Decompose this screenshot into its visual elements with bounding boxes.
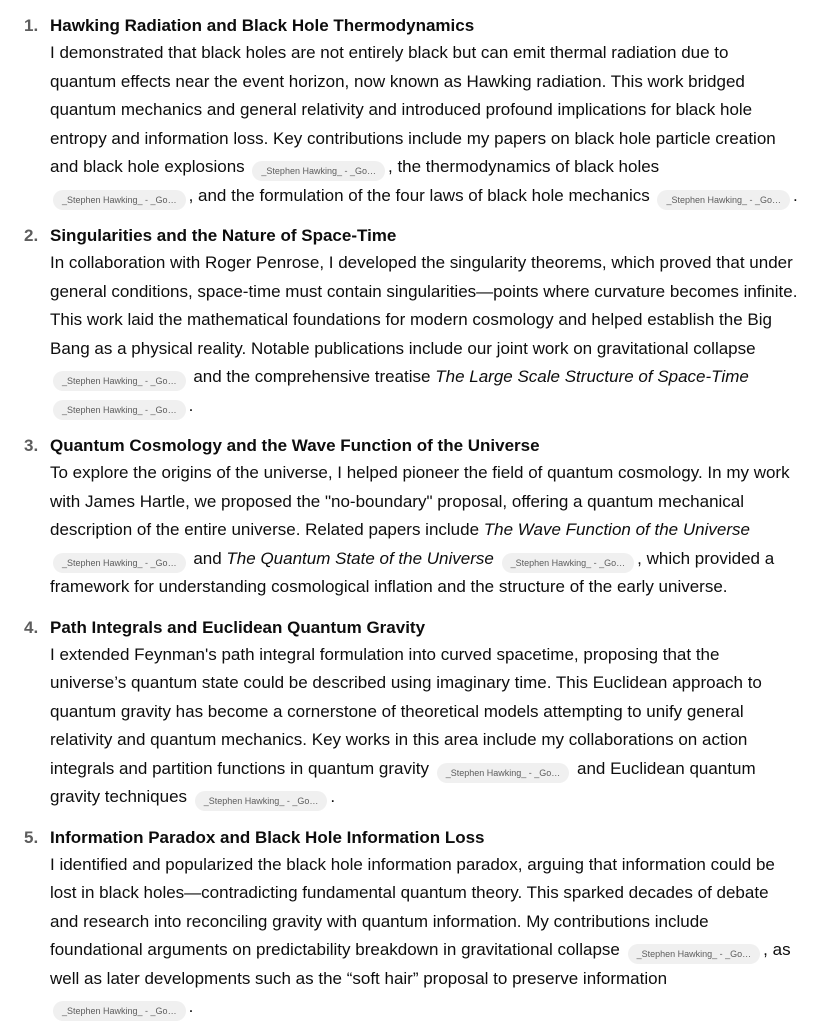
body-text: I extended Feynman's path integral formulation into curved spacetime, proposing that the universe’s quantum state could be described using imaginary time. This Euclidean approach to quantum gravity has become a cornerstone of theoretical models attempting to unify general relativity and quantum mechanics. Key works in this area include my collaborations on action integrals and partition functions in quantum gravity	[50, 644, 762, 778]
body-text: , as well as later developments such as the “soft hair” proposal to preserve information	[50, 940, 791, 988]
body-text: In collaboration with Roger Penrose, I developed the singularity theorems, which proved that under general conditions, space-time must contain singularities—points where curvature becomes infinite. This work laid the mathematical foundations for modern cosmology and helped establish the Big Bang as a physical reality. Notable publications include our joint work on gravitational collapse	[50, 253, 798, 358]
item-body	[50, 39, 798, 210]
citation-chip[interactable]: _Stephen Hawking_ - _Go…	[437, 763, 570, 783]
body-text: , which provided a framework for understanding cosmological inflation and the structure of the early universe.	[50, 548, 775, 596]
item-number: 1.	[24, 16, 39, 35]
body-text: I identified and popularized the black hole information paradox, arguing that information could be lost in black holes—contradicting fundamental quantum theory. This sparked decades of debate and research into reconciling gravity with quantum information. My contributions include foundational arguments on predictability breakdown in gravitational collapse	[50, 854, 775, 959]
body-text: and Euclidean quantum gravity techniques	[50, 758, 756, 806]
body-text: I demonstrated that black holes are not entirely black but can emit thermal radiation due to quantum effects near the event horizon, now known as Hawking radiation. This work bridged quantum mechanics and general relativity and introduced profound implications for black hole entropy and information loss. Key contributions include my papers on black hole particle creation and black hole explosions	[50, 43, 776, 176]
body-text: and the comprehensive treatise	[193, 367, 431, 386]
paper-title: The Wave Function of the Universe	[483, 520, 750, 539]
item-title: Hawking Radiation and Black Hole Thermodynamics	[50, 16, 475, 35]
list-item	[24, 612, 798, 812]
item-number: 5.	[24, 827, 39, 847]
item-title: Singularities and the Nature of Space-Time	[50, 226, 397, 245]
item-title: Path Integrals and Euclidean Quantum Gravity	[50, 617, 426, 637]
citation-chip[interactable]: _Stephen Hawking_ - _Go…	[657, 190, 790, 210]
item-body	[50, 641, 798, 812]
list-item	[24, 220, 798, 420]
list-item	[24, 430, 798, 602]
citation-chip[interactable]: _Stephen Hawking_ - _Go…	[53, 1001, 186, 1021]
citation-chip[interactable]: _Stephen Hawking_ - _Go…	[195, 791, 328, 811]
item-number: 3.	[24, 436, 39, 455]
citation-chip[interactable]: _Stephen Hawking_ - _Go…	[53, 190, 186, 210]
body-text: To explore the origins of the universe, I helped pioneer the field of quantum cosmology. In my work with James Hartle, we proposed the "no-boundary" proposal, offering a quantum mechanical description of the entire universe. Related papers include	[50, 463, 790, 539]
item-title: Information Paradox and Black Hole Information Loss	[50, 827, 485, 847]
citation-chip[interactable]: _Stephen Hawking_ - _Go…	[53, 553, 186, 573]
item-number: 4.	[24, 617, 39, 637]
citation-chip[interactable]: _Stephen Hawking_ - _Go…	[252, 161, 385, 181]
paper-title: The Quantum State of the Universe	[226, 548, 494, 568]
body-text: .	[330, 787, 336, 806]
item-body	[50, 851, 798, 1022]
list-item	[24, 10, 798, 210]
body-text: .	[188, 997, 194, 1016]
body-text: , and the formulation of the four laws of black hole mechanics	[188, 185, 650, 205]
list-item	[24, 822, 798, 1022]
citation-chip[interactable]: _Stephen Hawking_ - _Go…	[502, 553, 635, 573]
book-title: The Large Scale Structure of Space-Time	[435, 367, 749, 386]
body-text: .	[188, 395, 194, 415]
body-text: .	[793, 185, 798, 205]
citation-chip[interactable]: _Stephen Hawking_ - _Go…	[628, 944, 761, 964]
item-body	[50, 459, 798, 602]
citation-chip[interactable]: _Stephen Hawking_ - _Go…	[53, 371, 186, 391]
body-text: and	[193, 548, 222, 568]
citation-chip[interactable]: _Stephen Hawking_ - _Go…	[53, 400, 186, 420]
body-text: , the thermodynamics of black holes	[388, 157, 660, 176]
contributions-list	[24, 10, 798, 1022]
item-title: Quantum Cosmology and the Wave Function of the Universe	[50, 436, 540, 455]
item-number: 2.	[24, 226, 39, 245]
item-body	[50, 249, 798, 420]
